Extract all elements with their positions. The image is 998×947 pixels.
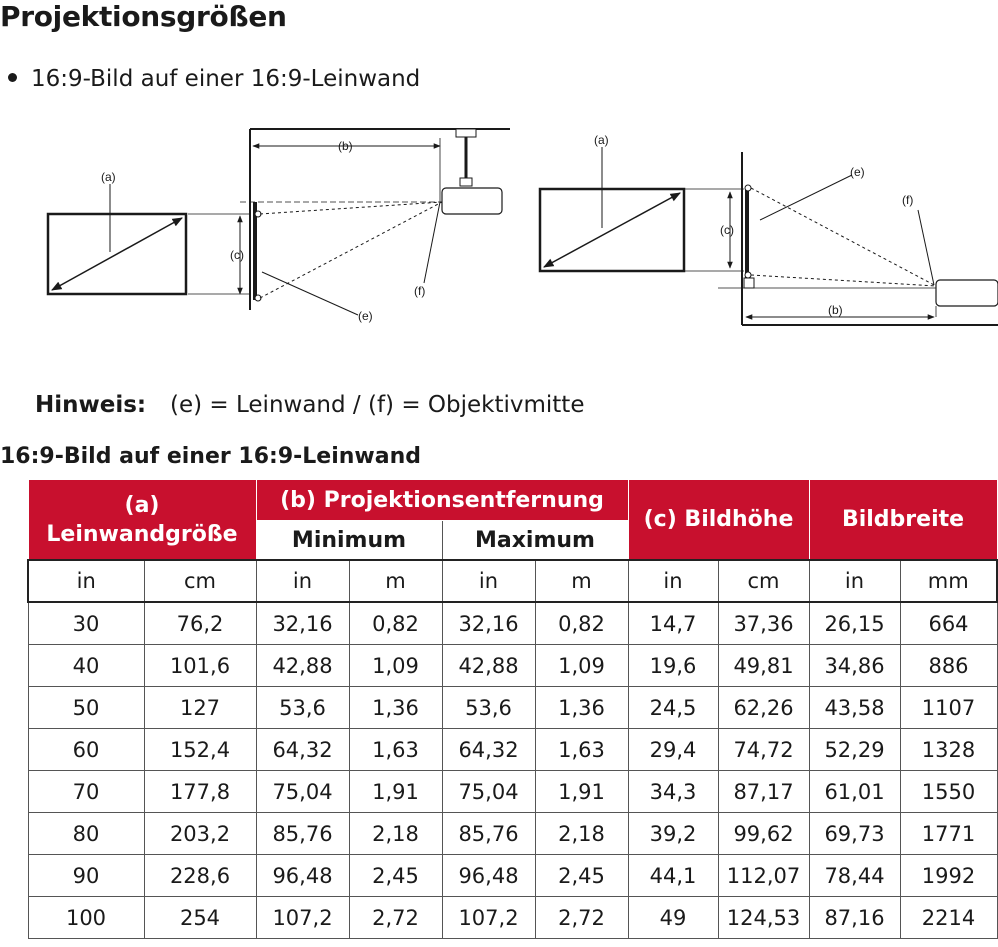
table-cell: 1,63 <box>535 729 628 771</box>
table-cell: 75,04 <box>256 771 349 813</box>
table-cell: 1,91 <box>349 771 442 813</box>
table-cell: 29,4 <box>628 729 718 771</box>
table-cell: 1,36 <box>535 687 628 729</box>
label-c: (c) <box>230 248 244 262</box>
unit-cell: mm <box>900 560 997 602</box>
note <box>35 390 584 420</box>
table-cell: 2,45 <box>535 855 628 897</box>
table-cell: 1771 <box>900 813 997 855</box>
bullet-item <box>8 64 420 94</box>
header-row-1 <box>28 480 997 521</box>
table-cell: 886 <box>900 645 997 687</box>
ceiling-mount-diagram <box>48 129 510 323</box>
table-cell: 34,86 <box>809 645 900 687</box>
header-screen-size-line2: Leinwandgröße <box>46 521 238 547</box>
projection-size-table <box>27 479 998 939</box>
unit-cell: in <box>256 560 349 602</box>
table-cell: 30 <box>28 602 144 645</box>
table-cell: 87,16 <box>809 897 900 939</box>
unit-cell: in <box>628 560 718 602</box>
table-cell: 69,73 <box>809 813 900 855</box>
table-cell: 80 <box>28 813 144 855</box>
table-cell: 2,72 <box>349 897 442 939</box>
label-b: (b) <box>338 139 353 153</box>
floor-mount-diagram <box>540 133 998 325</box>
unit-cell: in <box>809 560 900 602</box>
note-text: (e) = Leinwand / (f) = Objektivmitte <box>170 392 585 418</box>
table-cell: 50 <box>28 687 144 729</box>
table-cell: 124,53 <box>718 897 809 939</box>
unit-cell: cm <box>144 560 256 602</box>
table-cell: 107,2 <box>256 897 349 939</box>
table-cell: 99,62 <box>718 813 809 855</box>
table-cell: 87,17 <box>718 771 809 813</box>
table-row <box>28 771 997 813</box>
table-row <box>28 897 997 939</box>
label-f: (f) <box>414 284 426 298</box>
table-cell: 1,09 <box>535 645 628 687</box>
table-cell: 1107 <box>900 687 997 729</box>
table-cell: 19,6 <box>628 645 718 687</box>
table-cell: 177,8 <box>144 771 256 813</box>
table-cell: 85,76 <box>442 813 535 855</box>
table-cell: 14,7 <box>628 602 718 645</box>
table-cell: 127 <box>144 687 256 729</box>
table-cell: 1550 <box>900 771 997 813</box>
header-screen-size <box>28 480 256 561</box>
unit-cell: m <box>535 560 628 602</box>
table-cell: 2,18 <box>349 813 442 855</box>
table-cell: 1,91 <box>535 771 628 813</box>
unit-cell: in <box>442 560 535 602</box>
table-row <box>28 813 997 855</box>
table-cell: 64,32 <box>256 729 349 771</box>
table-cell: 62,26 <box>718 687 809 729</box>
table-cell: 228,6 <box>144 855 256 897</box>
table-cell: 96,48 <box>256 855 349 897</box>
table-cell: 37,36 <box>718 602 809 645</box>
table-cell: 254 <box>144 897 256 939</box>
table-cell: 32,16 <box>442 602 535 645</box>
table-cell: 664 <box>900 602 997 645</box>
table-cell: 39,2 <box>628 813 718 855</box>
note-label: Hinweis: <box>35 392 147 418</box>
table-cell: 203,2 <box>144 813 256 855</box>
unit-cell: cm <box>718 560 809 602</box>
ceiling-bracket <box>456 129 476 137</box>
table-cell: 42,88 <box>256 645 349 687</box>
table-cell: 49 <box>628 897 718 939</box>
table-cell: 76,2 <box>144 602 256 645</box>
table-cell: 1,09 <box>349 645 442 687</box>
table-cell: 74,72 <box>718 729 809 771</box>
table-title: 16:9-Bild auf einer 16:9-Leinwand <box>0 444 421 469</box>
table-cell: 2214 <box>900 897 997 939</box>
header-maximum: Maximum <box>442 521 628 561</box>
table-cell: 53,6 <box>256 687 349 729</box>
table-cell: 52,29 <box>809 729 900 771</box>
table-body <box>28 602 997 939</box>
table-cell: 49,81 <box>718 645 809 687</box>
table-cell: 90 <box>28 855 144 897</box>
units-row <box>28 560 997 602</box>
table-cell: 40 <box>28 645 144 687</box>
label-c-right: (c) <box>720 223 734 237</box>
table-cell: 61,01 <box>809 771 900 813</box>
table-cell: 26,15 <box>809 602 900 645</box>
table-cell: 53,6 <box>442 687 535 729</box>
projector-floor <box>936 280 998 306</box>
header-projection-distance: (b) Projektionsentfernung <box>256 480 628 521</box>
projection-diagram <box>0 110 998 335</box>
table-cell: 1,63 <box>349 729 442 771</box>
table-row <box>28 645 997 687</box>
header-image-width: Bildbreite <box>809 480 997 561</box>
table-cell: 43,58 <box>809 687 900 729</box>
table-row <box>28 729 997 771</box>
unit-cell: m <box>349 560 442 602</box>
header-minimum: Minimum <box>256 521 442 561</box>
table-cell: 85,76 <box>256 813 349 855</box>
projector-ceiling <box>442 188 502 214</box>
table-cell: 32,16 <box>256 602 349 645</box>
table-row <box>28 855 997 897</box>
table-cell: 60 <box>28 729 144 771</box>
table-cell: 100 <box>28 897 144 939</box>
table-cell: 34,3 <box>628 771 718 813</box>
page-title: Projektionsgrößen <box>0 0 287 33</box>
label-a-right: (a) <box>594 133 609 147</box>
label-e-right: (e) <box>850 165 865 179</box>
table-cell: 0,82 <box>349 602 442 645</box>
table-cell: 1992 <box>900 855 997 897</box>
table-cell: 0,82 <box>535 602 628 645</box>
header-image-height: (c) Bildhöhe <box>628 480 809 561</box>
table-cell: 75,04 <box>442 771 535 813</box>
table-cell: 70 <box>28 771 144 813</box>
table-cell: 42,88 <box>442 645 535 687</box>
unit-cell: in <box>28 560 144 602</box>
table-cell: 112,07 <box>718 855 809 897</box>
table-cell: 2,72 <box>535 897 628 939</box>
table-cell: 24,5 <box>628 687 718 729</box>
label-a: (a) <box>101 170 116 184</box>
bullet-text: 16:9-Bild auf einer 16:9-Leinwand <box>31 66 421 92</box>
table-cell: 64,32 <box>442 729 535 771</box>
label-f-right: (f) <box>902 193 914 207</box>
table-cell: 101,6 <box>144 645 256 687</box>
table-cell: 2,18 <box>535 813 628 855</box>
header-screen-size-line1: (a) <box>124 492 160 518</box>
table-cell: 1,36 <box>349 687 442 729</box>
table-cell: 152,4 <box>144 729 256 771</box>
table-cell: 44,1 <box>628 855 718 897</box>
table-cell: 2,45 <box>349 855 442 897</box>
table-row <box>28 602 997 645</box>
table-cell: 107,2 <box>442 897 535 939</box>
table-cell: 96,48 <box>442 855 535 897</box>
label-b-right: (b) <box>828 303 843 317</box>
table-cell: 1328 <box>900 729 997 771</box>
bullet-icon <box>8 73 17 82</box>
table-cell: 78,44 <box>809 855 900 897</box>
label-e: (e) <box>358 309 373 323</box>
table-row <box>28 687 997 729</box>
